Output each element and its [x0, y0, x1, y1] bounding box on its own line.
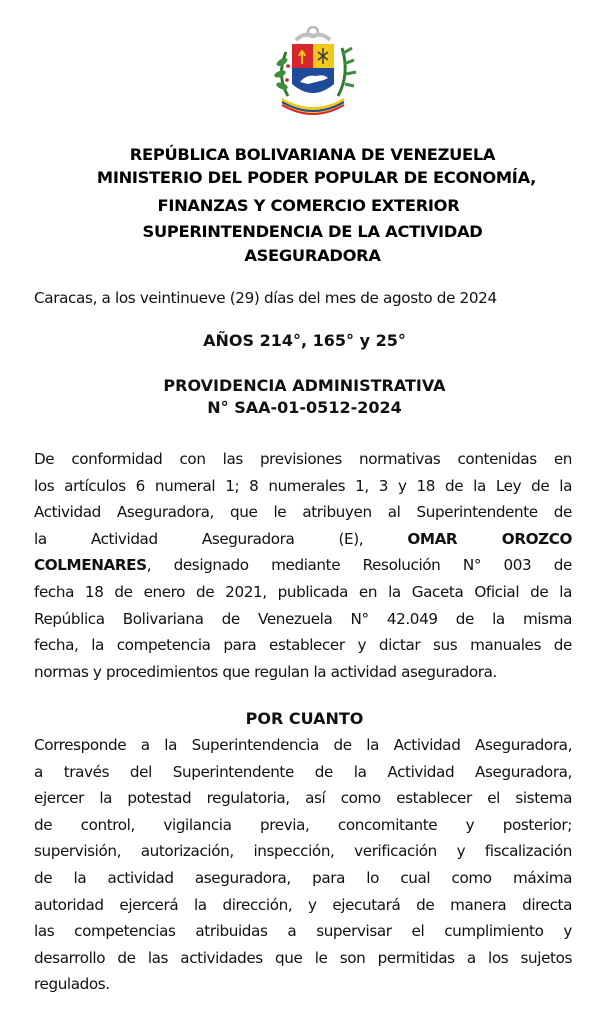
paragraph-line: supervisión, autorización, inspección, verificación y fiscalización: [34, 842, 572, 861]
providencia-title: PROVIDENCIA ADMINISTRATIVA: [163, 376, 446, 395]
official-surname: COLMENARES: [34, 556, 147, 575]
paragraph-line: Actividad Aseguradora, que le atribuyen al Superintendente de: [34, 503, 572, 522]
por-cuanto-paragraph: [34, 732, 572, 998]
paragraph-line: fecha 18 de enero de 2021, publicada en la Gaceta Oficial de la: [34, 582, 572, 601]
paragraph-line: los artículos 6 numeral 1; 8 numerales 1, 3 y 18 de la Ley de la: [34, 476, 572, 495]
paragraph-line: las competencias atribuidas a supervisar el cumplimiento y: [34, 922, 572, 941]
paragraph-line: de la actividad aseguradora, para lo cual como máxima: [34, 868, 572, 887]
paragraph-line: normas y procedimientos que regulan la actividad aseguradora.: [34, 662, 497, 681]
paragraph-line: a través del Superintendente de la Actividad Aseguradora,: [34, 762, 572, 781]
header-superintendence: SUPERINTENDENCIA DE LA ACTIVIDAD: [142, 222, 483, 241]
venezuela-coat-of-arms-icon: [268, 26, 358, 118]
header-ministry: MINISTERIO DEL PODER POPULAR DE ECONOMÍA,: [96, 168, 537, 187]
paragraph-line: Corresponde a la Superintendencia de la Actividad Aseguradora,: [34, 736, 572, 754]
place-date: Caracas, a los veintinueve (29) días del mes de agosto de 2024: [34, 289, 497, 307]
paragraph-line: [34, 552, 572, 579]
header-republic: REPÚBLICA BOLIVARIANA DE VENEZUELA: [129, 145, 496, 164]
official-name: OMAR OROZCO: [407, 529, 572, 548]
providencia-number: N° SAA-01-0512-2024: [207, 398, 402, 417]
paragraph-line: De conformidad con las previsiones normativas contenidas en: [34, 450, 572, 468]
line-text: la Actividad Aseguradora (E),: [34, 529, 364, 548]
paragraph-line: fecha, la competencia para establecer y dictar sus manuales de: [34, 636, 572, 655]
paragraph-line: de control, vigilancia previa, concomitante y posterior;: [34, 815, 572, 834]
header-ministry-cont: FINANZAS Y COMERCIO EXTERIOR: [157, 196, 460, 215]
paragraph-line: [34, 526, 572, 553]
header-superintendence-cont: ASEGURADORA: [244, 246, 381, 265]
intro-paragraph: [34, 446, 572, 685]
paragraph-line: desarrollo de las actividades que le son permitidas a los sujetos: [34, 948, 572, 967]
por-cuanto-heading: POR CUANTO: [245, 709, 364, 728]
paragraph-line: autoridad ejercerá la dirección, y ejecutará de manera directa: [34, 895, 572, 914]
paragraph-line: ejercer la potestad regulatoria, así como establecer el sistema: [34, 789, 572, 808]
paragraph-line: República Bolivariana de Venezuela N° 42.049 de la misma: [34, 609, 572, 628]
line-text: , designado mediante Resolución N° 003 de: [146, 556, 572, 575]
paragraph-line: regulados.: [34, 975, 110, 994]
years-line: AÑOS 214°, 165° y 25°: [203, 331, 406, 350]
